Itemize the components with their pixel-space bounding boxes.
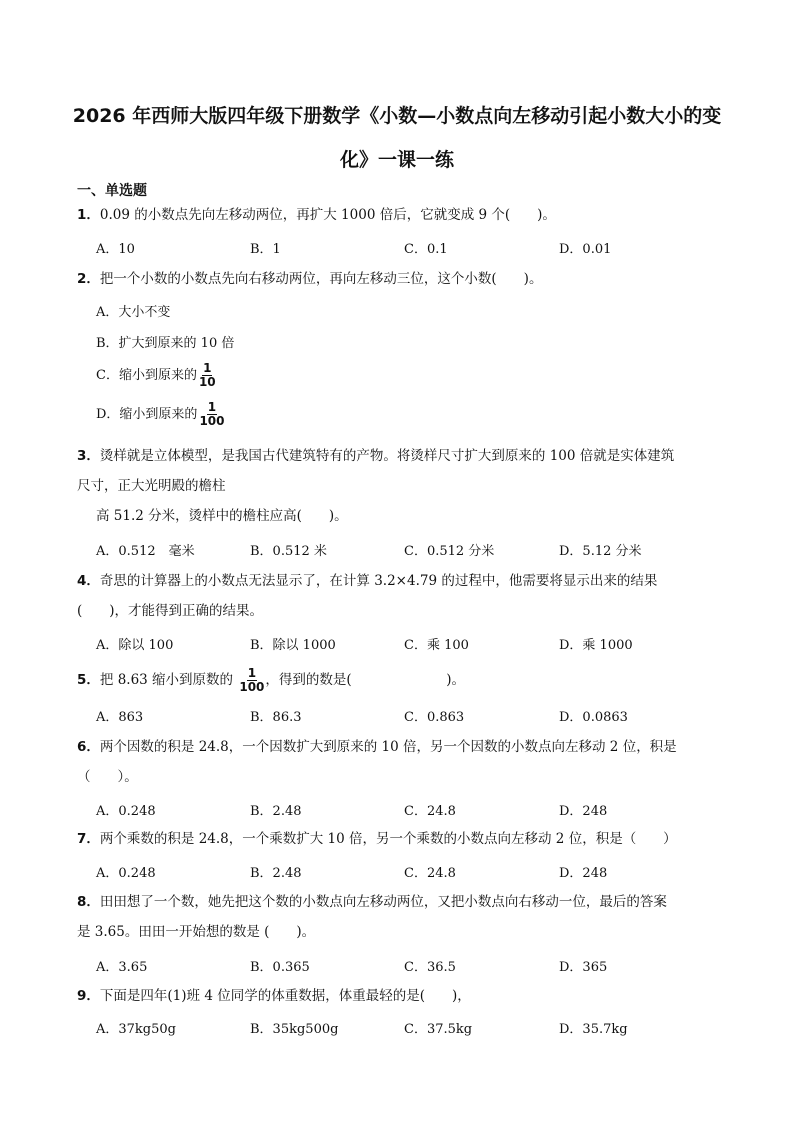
question-number: 5． bbox=[77, 672, 100, 688]
fraction-denominator: 100 bbox=[239, 680, 265, 694]
option-a[interactable]: A．863 bbox=[96, 710, 144, 725]
question-number: 9． bbox=[77, 988, 100, 1004]
option-d[interactable]: D．0.01 bbox=[559, 242, 612, 257]
option-c[interactable] bbox=[96, 362, 217, 389]
option-d[interactable]: D．248 bbox=[559, 804, 608, 819]
question-text: 两个乘数的积是 24.8，一个乘数扩大 10 倍，另一个乘数的小数点向左移动 2 位，积是（ ） bbox=[99, 831, 677, 847]
question-text-line-1: 两个因数的积是 24.8，一个因数扩大到原来的 10 倍，另一个因数的小数点向左移动 2 位，积是 bbox=[99, 739, 677, 755]
question-text-line-3: 高 51.2 分米，烫样中的檐柱应高( )。 bbox=[96, 508, 348, 524]
option-c[interactable]: C．24.8 bbox=[404, 866, 456, 881]
question-number: 7． bbox=[77, 831, 100, 847]
question-number: 3． bbox=[77, 448, 100, 464]
section-heading: 一、单选题 bbox=[77, 183, 147, 199]
option-a[interactable]: A．0.248 bbox=[96, 804, 156, 819]
question-5-options bbox=[96, 706, 736, 726]
fraction bbox=[238, 667, 265, 694]
document-title bbox=[60, 94, 734, 182]
option-b[interactable]: B．扩大到原来的 10 倍 bbox=[96, 336, 235, 351]
question-text-line-2: （ ）。 bbox=[77, 769, 138, 785]
question-3-options bbox=[96, 540, 736, 560]
question-text-line-2: 是 3.65。田田一开始想的数是 ( )。 bbox=[77, 924, 316, 940]
option-d[interactable]: D．365 bbox=[559, 960, 608, 975]
question-text-line-2: 尺寸，正大光明殿的檐柱 bbox=[77, 478, 226, 494]
fraction-numerator: 1 bbox=[247, 666, 257, 680]
option-b[interactable]: B．35kg500g bbox=[250, 1022, 339, 1037]
option-a[interactable]: A．大小不变 bbox=[96, 305, 171, 320]
option-c[interactable]: C．乘 100 bbox=[404, 638, 469, 653]
option-b[interactable]: B．0.365 bbox=[250, 960, 310, 975]
option-c[interactable]: C．24.8 bbox=[404, 804, 456, 819]
question-number: 8． bbox=[77, 894, 100, 910]
option-a[interactable]: A．除以 100 bbox=[96, 638, 174, 653]
option-b[interactable]: B．0.512 米 bbox=[250, 544, 327, 559]
option-c[interactable]: C．36.5 bbox=[404, 960, 456, 975]
question-9 bbox=[77, 981, 727, 1011]
question-4 bbox=[77, 566, 727, 626]
option-c[interactable]: C．0.512 分米 bbox=[404, 544, 495, 559]
question-text-line-1: 田田想了一个数，她先把这个数的小数点向左移动两位，又把小数点向右移动一位，最后的答案 bbox=[99, 894, 667, 910]
fraction bbox=[198, 362, 217, 389]
question-text-line-1: 奇思的计算器上的小数点无法显示了，在计算 3.2×4.79 的过程中，他需要将显示出来的结果 bbox=[99, 573, 658, 589]
option-b[interactable]: B．1 bbox=[250, 242, 281, 257]
question-1-options bbox=[96, 238, 736, 258]
option-b[interactable]: B．2.48 bbox=[250, 804, 302, 819]
option-c[interactable]: C．37.5kg bbox=[404, 1022, 473, 1037]
question-number: 4． bbox=[77, 573, 100, 589]
question-text-line-2: ( )，才能得到正确的结果。 bbox=[77, 603, 264, 619]
option-a[interactable]: A．37kg50g bbox=[96, 1022, 176, 1037]
question-8-options bbox=[96, 956, 736, 976]
fraction-numerator: 1 bbox=[203, 361, 212, 375]
fraction-numerator: 1 bbox=[207, 400, 217, 414]
question-3 bbox=[77, 441, 727, 531]
option-c[interactable]: C．0.863 bbox=[404, 710, 465, 725]
question-text: 下面是四年(1)班 4 位同学的体重数据，体重最轻的是( )， bbox=[99, 988, 471, 1004]
option-d[interactable]: D．0.0863 bbox=[559, 710, 628, 725]
title-line-1: 2026 年西师大版四年级下册数学《小数—小数点向左移动引起小数大小的变 bbox=[72, 105, 722, 127]
option-b[interactable]: B．除以 1000 bbox=[250, 638, 336, 653]
option-d[interactable]: D．乘 1000 bbox=[559, 638, 633, 653]
option-b[interactable]: B．2.48 bbox=[250, 866, 302, 881]
question-text: 把一个小数的小数点先向右移动两位，再向左移动三位，这个小数( )。 bbox=[99, 271, 543, 287]
option-a[interactable]: A．10 bbox=[96, 242, 135, 257]
question-number: 2． bbox=[77, 271, 100, 287]
option-a[interactable]: A．3.65 bbox=[96, 960, 148, 975]
option-d[interactable]: D．35.7kg bbox=[559, 1022, 628, 1037]
option-text: C．缩小到原来的 bbox=[96, 368, 197, 383]
option-d[interactable] bbox=[96, 401, 226, 428]
option-text: D．缩小到原来的 bbox=[96, 407, 198, 422]
question-text-pre: 把 8.63 缩小到原数的 bbox=[99, 672, 234, 688]
question-5 bbox=[77, 662, 727, 698]
option-a[interactable]: A．0.512 毫米 bbox=[96, 544, 195, 559]
fraction-denominator: 100 bbox=[199, 414, 225, 428]
question-8 bbox=[77, 887, 727, 947]
option-a[interactable]: A．0.248 bbox=[96, 866, 156, 881]
question-text: 0.09 的小数点先向左移动两位，再扩大 1000 倍后，它就变成 9 个( )。 bbox=[99, 207, 556, 223]
question-1 bbox=[77, 200, 727, 230]
question-7-options bbox=[96, 862, 736, 882]
option-d[interactable]: D．248 bbox=[559, 866, 608, 881]
question-6-options bbox=[96, 800, 736, 820]
question-2 bbox=[77, 264, 727, 294]
title-line-2: 化》一课一练 bbox=[339, 149, 454, 171]
question-number: 1． bbox=[77, 207, 100, 223]
question-text-post: ，得到的数是( )。 bbox=[265, 672, 465, 688]
fraction bbox=[198, 401, 225, 428]
question-4-options bbox=[96, 634, 736, 654]
question-9-options bbox=[96, 1018, 736, 1038]
question-number: 6． bbox=[77, 739, 100, 755]
option-d[interactable]: D．5.12 分米 bbox=[559, 544, 642, 559]
question-text-line-1: 烫样就是立体模型，是我国古代建筑特有的产物。将烫样尺寸扩大到原来的 100 倍就是实体建筑 bbox=[99, 448, 675, 464]
option-b[interactable]: B．86.3 bbox=[250, 710, 302, 725]
question-6 bbox=[77, 732, 727, 792]
fraction-denominator: 10 bbox=[198, 375, 216, 389]
question-7 bbox=[77, 824, 727, 854]
option-c[interactable]: C．0.1 bbox=[404, 242, 448, 257]
